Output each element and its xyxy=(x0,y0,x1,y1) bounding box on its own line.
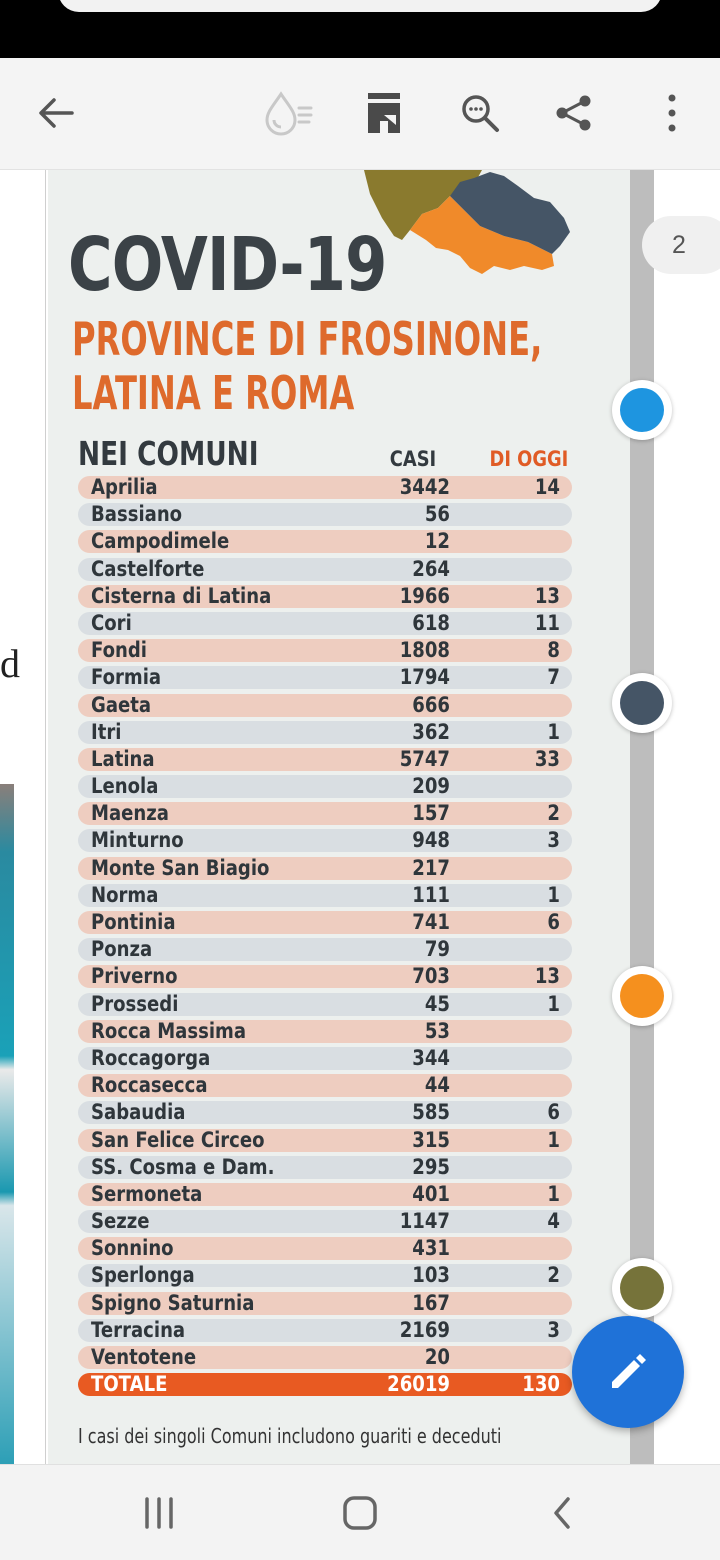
table-row xyxy=(78,909,572,936)
cases-today: 1 xyxy=(547,882,560,907)
cases-total: 26019 xyxy=(387,1372,450,1397)
toolbar xyxy=(0,58,720,170)
color-swatch xyxy=(620,1266,664,1310)
reading-mode-button[interactable] xyxy=(254,78,324,148)
section-title: NEI COMUNI xyxy=(78,434,259,473)
table-total-row xyxy=(78,1371,572,1398)
table-row xyxy=(78,610,572,637)
cases-total: 45 xyxy=(424,991,450,1016)
cases-total: 1966 xyxy=(399,583,450,608)
column-header-di-oggi: DI OGGI xyxy=(489,447,569,471)
cases-total: 666 xyxy=(412,692,450,717)
table-row xyxy=(78,827,572,854)
cases-total: 79 xyxy=(424,937,450,962)
table-row xyxy=(78,936,572,963)
cases-today: 8 xyxy=(547,638,560,663)
subhead-line2: LATINA E ROMA xyxy=(72,366,355,420)
bookmark-icon xyxy=(366,91,402,135)
municipality-name: Sperlonga xyxy=(91,1263,195,1288)
table-row xyxy=(78,1018,572,1045)
color-swatch xyxy=(620,388,664,432)
table-row xyxy=(78,1127,572,1154)
cases-total: 5747 xyxy=(399,746,450,771)
more-options-button[interactable] xyxy=(637,78,707,148)
cases-total: 157 xyxy=(412,801,450,826)
cases-total: 618 xyxy=(412,610,450,635)
table-row xyxy=(78,1045,572,1072)
cases-today: 33 xyxy=(534,746,560,771)
color-dot-orange[interactable] xyxy=(612,966,672,1026)
cases-total: 295 xyxy=(412,1154,450,1179)
municipality-name: SS. Cosma e Dam. xyxy=(91,1154,275,1179)
municipality-name: Fondi xyxy=(91,638,147,663)
cases-total: 1147 xyxy=(399,1209,450,1234)
poster-headline: COVID-19 xyxy=(68,222,387,308)
cases-today: 6 xyxy=(547,1100,560,1125)
share-button[interactable] xyxy=(539,78,609,148)
home-icon xyxy=(342,1495,378,1531)
cases-today: 3 xyxy=(547,1317,560,1342)
color-dot-olive[interactable] xyxy=(612,1258,672,1318)
previous-page-text: d xyxy=(0,641,20,686)
cases-total: 585 xyxy=(412,1100,450,1125)
cases-total: 103 xyxy=(412,1263,450,1288)
table-row xyxy=(78,474,572,501)
subhead-line1: PROVINCE DI FROSINONE, xyxy=(72,312,543,366)
municipality-name: Maenza xyxy=(91,801,169,826)
municipality-name: Norma xyxy=(91,882,159,907)
table-row xyxy=(78,528,572,555)
municipality-name: Formia xyxy=(91,665,162,690)
municipality-name: Sermoneta xyxy=(91,1181,203,1206)
page-number-indicator: 2 xyxy=(642,216,720,274)
cases-today: 4 xyxy=(547,1209,560,1234)
search-button[interactable] xyxy=(445,78,515,148)
cases-today: 1 xyxy=(547,719,560,744)
cases-total: 1808 xyxy=(399,638,450,663)
cases-today: 2 xyxy=(547,801,560,826)
table-row xyxy=(78,963,572,990)
back-arrow-icon xyxy=(36,93,76,133)
cases-total: 209 xyxy=(412,774,450,799)
recent-apps-icon xyxy=(142,1496,176,1530)
municipality-name: Sonnino xyxy=(91,1236,174,1261)
table-row xyxy=(78,1317,572,1344)
recent-apps-button[interactable] xyxy=(124,1483,194,1543)
cases-today: 14 xyxy=(534,475,560,499)
table-row xyxy=(78,719,572,746)
cases-today: 2 xyxy=(547,1263,560,1288)
search-icon xyxy=(460,93,500,133)
footnote: I casi dei singoli Comuni includono guariti e deceduti xyxy=(78,1424,502,1448)
cases-today: 1 xyxy=(547,991,560,1016)
lazio-map-icon xyxy=(364,170,578,278)
municipality-name: Terracina xyxy=(91,1317,186,1342)
table-row xyxy=(78,882,572,909)
municipality-name: Latina xyxy=(91,746,155,771)
color-dot-slate[interactable] xyxy=(612,673,672,733)
cases-today: 1 xyxy=(547,1181,560,1206)
covid-poster xyxy=(48,170,630,1464)
municipality-name: Castelforte xyxy=(91,556,205,581)
cases-total: 12 xyxy=(424,529,450,554)
cases-today: 13 xyxy=(534,583,560,608)
table-row xyxy=(78,1262,572,1289)
edit-pencil-icon xyxy=(604,1348,652,1396)
system-nav-bar xyxy=(0,1464,720,1560)
municipality-name: Ponza xyxy=(91,937,153,962)
table-row xyxy=(78,800,572,827)
municipality-name: Roccasecca xyxy=(91,1073,208,1098)
cases-total: 111 xyxy=(412,882,450,907)
table-row xyxy=(78,1099,572,1126)
cases-total: 703 xyxy=(412,964,450,989)
municipality-name: Minturno xyxy=(91,828,184,853)
cases-total: 948 xyxy=(412,828,450,853)
cases-total: 362 xyxy=(412,719,450,744)
table-row xyxy=(78,637,572,664)
cases-total: 1794 xyxy=(399,665,450,690)
municipality-name: Aprilia xyxy=(91,475,158,499)
municipality-name: Roccagorga xyxy=(91,1045,211,1070)
cases-today: 13 xyxy=(534,964,560,989)
previous-page-image xyxy=(0,784,14,1464)
cases-total: 167 xyxy=(412,1290,450,1315)
cases-total: 264 xyxy=(412,556,450,581)
municipality-name: TOTALE xyxy=(91,1372,168,1397)
municipality-name: Cisterna di Latina xyxy=(91,583,272,608)
share-icon xyxy=(554,93,594,133)
table-row xyxy=(78,855,572,882)
column-header-casi: CASI xyxy=(389,447,437,471)
cases-total: 20 xyxy=(424,1345,450,1369)
cases-total: 741 xyxy=(412,910,450,934)
municipality-name: Campodimele xyxy=(91,529,230,554)
cases-total: 315 xyxy=(412,1127,450,1152)
municipality-name: Gaeta xyxy=(91,692,152,717)
cases-total: 431 xyxy=(412,1236,450,1261)
municipality-name: Monte San Biagio xyxy=(91,855,270,880)
table-row xyxy=(78,1154,572,1181)
cases-today: 7 xyxy=(547,665,560,690)
cases-total: 53 xyxy=(424,1018,450,1043)
table-row xyxy=(78,1290,572,1317)
municipality-name: Pontinia xyxy=(91,910,176,934)
municipality-name: Lenola xyxy=(91,774,159,799)
edit-fab-button[interactable] xyxy=(572,1316,684,1428)
table-row xyxy=(78,583,572,610)
table-row xyxy=(78,1235,572,1262)
bookmark-button[interactable] xyxy=(349,78,419,148)
table-row xyxy=(78,1208,572,1235)
table-row xyxy=(78,556,572,583)
poster-subhead xyxy=(72,312,542,420)
table-row xyxy=(78,664,572,691)
color-swatch xyxy=(620,974,664,1018)
cases-total: 44 xyxy=(424,1073,450,1098)
municipality-name: Prossedi xyxy=(91,991,179,1016)
color-swatch xyxy=(620,681,664,725)
municipality-name: Itri xyxy=(91,719,122,744)
row-background xyxy=(78,694,572,717)
cases-total: 217 xyxy=(412,855,450,880)
back-icon xyxy=(550,1495,574,1531)
municipality-name: Sabaudia xyxy=(91,1100,186,1125)
table-row xyxy=(78,991,572,1018)
home-button[interactable] xyxy=(325,1483,395,1543)
color-dot-blue[interactable] xyxy=(612,380,672,440)
municipality-name: Sezze xyxy=(91,1209,150,1234)
cases-today: 6 xyxy=(547,910,560,934)
cases-today: 130 xyxy=(522,1372,560,1397)
status-pill xyxy=(58,0,662,12)
table-row xyxy=(78,1072,572,1099)
cases-total: 344 xyxy=(412,1045,450,1070)
municipality-name: Bassiano xyxy=(91,502,183,527)
cases-today: 3 xyxy=(547,828,560,853)
cases-today: 1 xyxy=(547,1127,560,1152)
municipality-name: San Felice Circeo xyxy=(91,1127,265,1152)
municipality-name: Spigno Saturnia xyxy=(91,1290,255,1315)
table-row xyxy=(78,773,572,800)
status-bar xyxy=(0,0,720,58)
municipality-name: Ventotene xyxy=(91,1345,197,1369)
cases-total: 401 xyxy=(412,1181,450,1206)
municipality-name: Priverno xyxy=(91,964,178,989)
reading-mode-icon xyxy=(263,90,315,136)
municipality-name: Cori xyxy=(91,610,132,635)
more-vert-icon xyxy=(666,93,678,133)
table-row xyxy=(78,501,572,528)
nav-back-button[interactable] xyxy=(527,1483,597,1543)
table-row xyxy=(78,692,572,719)
cases-today: 11 xyxy=(534,610,560,635)
cases-total: 2169 xyxy=(399,1317,450,1342)
back-button[interactable] xyxy=(21,78,91,148)
table-row xyxy=(78,746,572,773)
municipality-name: Rocca Massima xyxy=(91,1018,247,1043)
cases-total: 3442 xyxy=(399,475,450,499)
cases-table xyxy=(78,474,572,1398)
document-view[interactable] xyxy=(0,170,720,1464)
table-row xyxy=(78,1181,572,1208)
cases-total: 56 xyxy=(424,502,450,527)
table-row xyxy=(78,1344,572,1371)
